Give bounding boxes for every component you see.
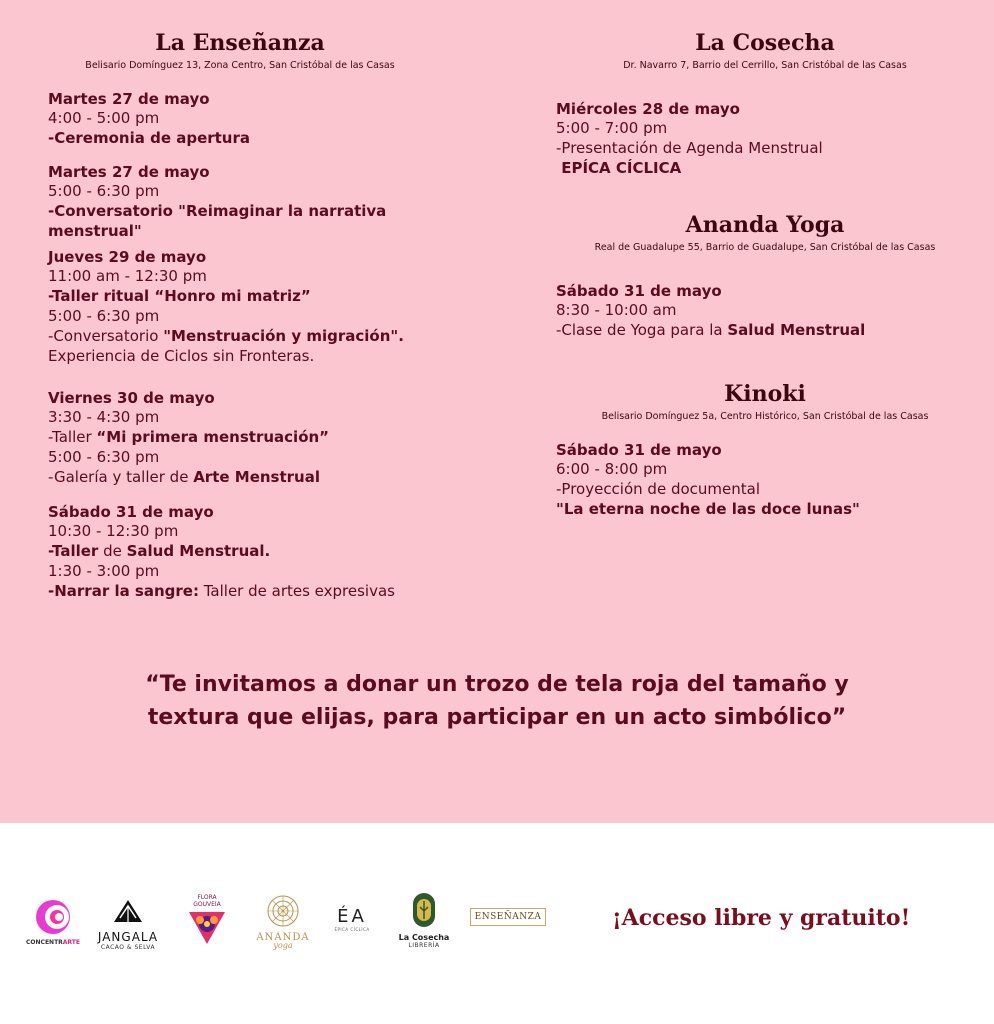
event-title: -Taller ritual “Honro mi matriz” bbox=[48, 287, 311, 305]
event-date: Martes 27 de mayo bbox=[48, 90, 210, 108]
event-title bbox=[48, 541, 488, 561]
event-title bbox=[48, 427, 488, 447]
title-bold: Salud Menstrual. bbox=[126, 542, 271, 560]
venue-ensenanza-header bbox=[60, 30, 420, 71]
logo-subtext: yoga bbox=[273, 941, 293, 950]
logo-text: JANGALA bbox=[97, 930, 159, 944]
event-time: 11:00 am - 12:30 pm bbox=[48, 267, 207, 285]
title-bold: “Mi primera menstruación” bbox=[96, 428, 330, 446]
event-time: 10:30 - 12:30 pm bbox=[48, 522, 179, 540]
concentrarte-icon bbox=[33, 897, 73, 937]
title-text: -Galería y taller de bbox=[48, 468, 194, 486]
quote-line: textura que elijas, para participar en un acto simbólico” bbox=[147, 705, 847, 730]
event-title-2 bbox=[48, 581, 488, 601]
logo-subtext: LIBRERÍA bbox=[408, 942, 440, 949]
event-time: 4:00 - 5:00 pm bbox=[48, 109, 160, 127]
title-text: Taller de artes expresivas bbox=[198, 582, 395, 600]
epica-ciclica-logo bbox=[328, 906, 376, 932]
mandala-icon bbox=[266, 894, 300, 928]
venue-name: La Cosecha bbox=[695, 30, 835, 56]
logo-text: FLORA bbox=[197, 894, 217, 901]
event-block bbox=[48, 248, 488, 366]
ananda-yoga-logo bbox=[252, 894, 314, 950]
la-cosecha-logo bbox=[398, 891, 450, 949]
event-date: Jueves 29 de mayo bbox=[48, 248, 207, 266]
event-date: Martes 27 de mayo bbox=[48, 163, 210, 181]
event-date: Sábado 31 de mayo bbox=[48, 503, 214, 521]
event-date: Viernes 30 de mayo bbox=[48, 389, 215, 407]
logo-text: ANANDA bbox=[256, 932, 310, 943]
event-time: 8:30 - 10:00 am bbox=[556, 301, 677, 319]
event-block bbox=[48, 503, 488, 601]
event-title: -Presentación de Agenda Menstrual bbox=[556, 139, 823, 157]
event-title bbox=[556, 320, 976, 340]
logo-text: ÉA bbox=[337, 906, 367, 927]
event-block bbox=[556, 282, 976, 340]
logo-text: ENSEÑANZA bbox=[474, 912, 542, 922]
free-access-text: ¡Acceso libre y gratuito! bbox=[612, 905, 911, 931]
invitation-quote bbox=[0, 668, 994, 734]
event-title: -Conversatorio "Reimaginar la narrativa bbox=[48, 202, 387, 220]
logo-text: GOUVEIA bbox=[193, 901, 221, 908]
flora-gouveia-logo bbox=[184, 894, 230, 950]
title-bold: Arte Menstrual bbox=[193, 468, 320, 486]
event-title-cont: "La eterna noche de las doce lunas" bbox=[556, 500, 860, 518]
venue-address: Belisario Domínguez 5a, Centro Histórico, San Cristóbal de las Casas bbox=[601, 411, 929, 422]
event-time-2: 5:00 - 6:30 pm bbox=[48, 448, 160, 466]
title-bold: -Taller bbox=[48, 542, 99, 560]
event-block bbox=[48, 163, 488, 241]
event-date: Sábado 31 de mayo bbox=[556, 282, 722, 300]
book-tree-icon bbox=[411, 891, 437, 929]
logo-subtext: ÉPICA CÍCLICA bbox=[334, 927, 370, 932]
venue-cosecha-header bbox=[560, 30, 970, 71]
event-title-cont: menstrual" bbox=[48, 222, 142, 240]
title-text: -Clase de Yoga para la bbox=[556, 321, 728, 339]
leaf-icon bbox=[108, 896, 148, 926]
title-text: de bbox=[98, 542, 127, 560]
event-title-cont: EPÍCA CÍCLICA bbox=[556, 159, 682, 177]
concentrarte-logo bbox=[24, 897, 82, 946]
logo-subtext: CACAO & SELVA bbox=[100, 944, 156, 951]
title-bold: "Menstruación y migración". bbox=[163, 327, 404, 345]
event-date: Miércoles 28 de mayo bbox=[556, 100, 740, 118]
event-block bbox=[556, 441, 976, 519]
event-title-2 bbox=[48, 467, 488, 487]
title-text: -Taller bbox=[48, 428, 97, 446]
title-bold: -Narrar la sangre: bbox=[48, 582, 199, 600]
jangala-logo bbox=[96, 896, 160, 951]
event-time: 3:30 - 4:30 pm bbox=[48, 408, 160, 426]
title-text: -Conversatorio bbox=[48, 327, 164, 345]
venue-address: Dr. Navarro 7, Barrio del Cerrillo, San Cristóbal de las Casas bbox=[623, 60, 907, 71]
venue-address: Belisario Domínguez 13, Zona Centro, San Cristóbal de las Casas bbox=[85, 60, 395, 71]
event-block bbox=[48, 389, 488, 487]
la-ensenanza-logo bbox=[470, 908, 546, 926]
event-note: Experiencia de Ciclos sin Fronteras. bbox=[48, 347, 315, 365]
venue-address: Real de Guadalupe 55, Barrio de Guadalupe, San Cristóbal de las Casas bbox=[594, 242, 936, 253]
event-time: 5:00 - 6:30 pm bbox=[48, 182, 160, 200]
event-title: -Proyección de documental bbox=[556, 480, 760, 498]
venue-kinoki-header bbox=[560, 381, 970, 422]
quote-line: “Te invitamos a donar un trozo de tela roja del tamaño y bbox=[145, 672, 849, 697]
event-time-2: 1:30 - 3:00 pm bbox=[48, 562, 160, 580]
title-bold: Salud Menstrual bbox=[727, 321, 866, 339]
event-time: 5:00 - 7:00 pm bbox=[556, 119, 668, 137]
event-time: 6:00 - 8:00 pm bbox=[556, 460, 668, 478]
logo-text: ARTE bbox=[62, 939, 80, 946]
venue-name: Ananda Yoga bbox=[685, 212, 845, 238]
venue-name: La Enseñanza bbox=[155, 30, 325, 56]
event-date: Sábado 31 de mayo bbox=[556, 441, 722, 459]
event-block bbox=[48, 90, 488, 148]
event-title-2 bbox=[48, 326, 488, 346]
event-time-2: 5:00 - 6:30 pm bbox=[48, 307, 160, 325]
logo-text: CONCENTR bbox=[26, 939, 63, 946]
venue-ananda-header bbox=[560, 212, 970, 253]
event-title: -Ceremonia de apertura bbox=[48, 129, 251, 147]
triangle-flower-icon bbox=[187, 908, 227, 946]
venue-name: Kinoki bbox=[724, 381, 806, 407]
event-block bbox=[556, 100, 976, 178]
logo-text: La Cosecha bbox=[398, 933, 450, 942]
